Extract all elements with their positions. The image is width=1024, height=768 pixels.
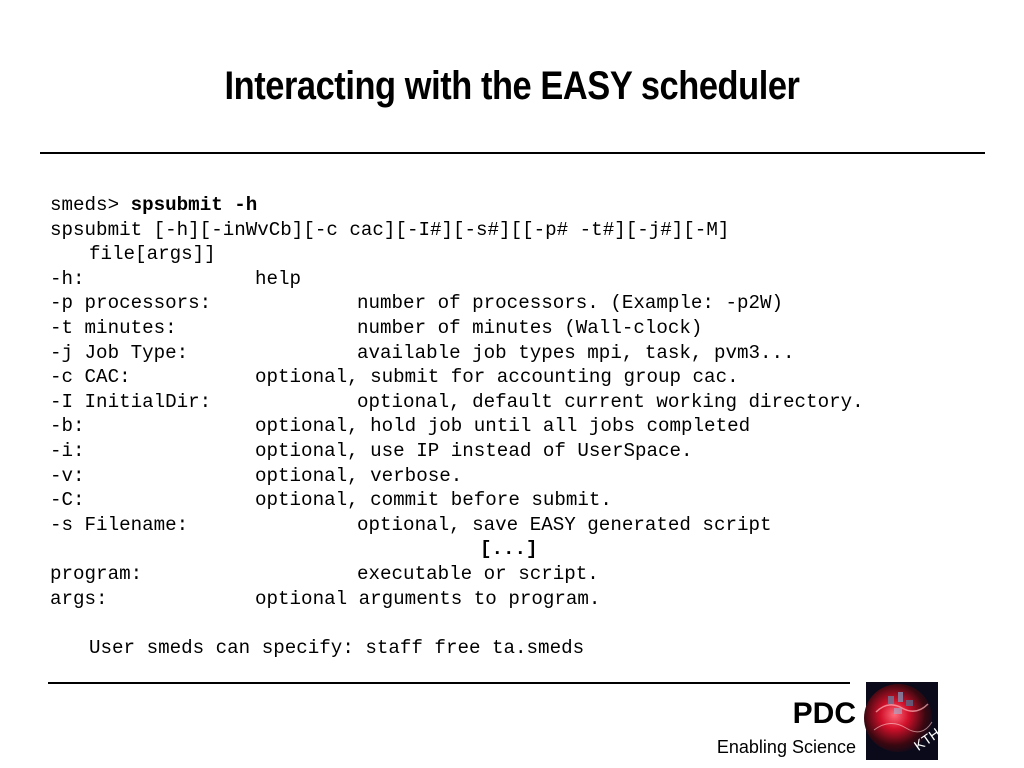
kth-logo [866, 682, 943, 760]
option-flag: -h: [50, 267, 85, 290]
option-row [50, 513, 990, 538]
option-row [50, 365, 990, 390]
title-divider [40, 152, 985, 154]
option-description: optional, submit for accounting group cac. [255, 366, 739, 389]
option-description: optional, use IP instead of UserSpace. [255, 439, 693, 462]
option-flag: -C: [50, 489, 85, 512]
usage-line: spsubmit [-h][-inWvCb][-c cac][-I#][-s#][[-p# -t#][-j#][-M] [50, 218, 730, 241]
option-description: optional, default current working directory. [357, 390, 864, 413]
user-note: User smeds can specify: staff free ta.smeds [89, 636, 585, 659]
option-description: available job types mpi, task, pvm3... [357, 341, 795, 364]
option-flag: -s Filename: [50, 513, 189, 536]
option-row [50, 587, 990, 612]
option-description: optional, commit before submit. [255, 489, 612, 512]
brand-tagline: Enabling Science [716, 737, 856, 757]
usage-line-continued: file[args]] [89, 243, 216, 266]
brand-name: PDC [792, 697, 856, 730]
ellipsis-marker: [...] [480, 538, 538, 561]
terminal-output [50, 193, 990, 660]
option-flag: -i: [50, 439, 85, 462]
option-description: executable or script. [357, 562, 599, 585]
slide-title: Interacting with the EASY scheduler [224, 64, 800, 108]
option-flag: -v: [50, 464, 85, 487]
option-description: optional, save EASY generated script [357, 513, 772, 536]
option-row [50, 390, 990, 415]
option-description: number of processors. (Example: -p2W) [357, 292, 784, 315]
option-flag: -I InitialDir: [50, 390, 212, 413]
option-row [50, 316, 990, 341]
option-flag: -p processors: [50, 292, 212, 315]
option-row [50, 439, 990, 464]
option-flag: -b: [50, 415, 85, 438]
option-row [50, 291, 990, 316]
option-row [50, 488, 990, 513]
blank-line [50, 611, 990, 636]
option-row [50, 562, 990, 587]
option-row [50, 414, 990, 439]
option-description: optional, verbose. [255, 464, 463, 487]
option-row [50, 341, 990, 366]
option-flag: args: [50, 587, 108, 610]
option-flag: -c CAC: [50, 366, 131, 389]
logo-text: KTH [910, 724, 943, 754]
option-flag: -t minutes: [50, 316, 177, 339]
option-row [50, 267, 990, 292]
option-flag: program: [50, 562, 143, 585]
command-text: spsubmit -h [130, 194, 258, 216]
option-description: help [255, 267, 302, 290]
option-description: number of minutes (Wall-clock) [357, 316, 703, 339]
option-description: optional, hold job until all jobs completed [255, 415, 751, 438]
command-line [50, 193, 990, 218]
option-description: optional arguments to program. [255, 587, 601, 610]
shell-prompt: smeds> [50, 194, 131, 216]
option-flag: -j Job Type: [50, 341, 189, 364]
footer-divider [48, 682, 850, 684]
option-row [50, 464, 990, 489]
